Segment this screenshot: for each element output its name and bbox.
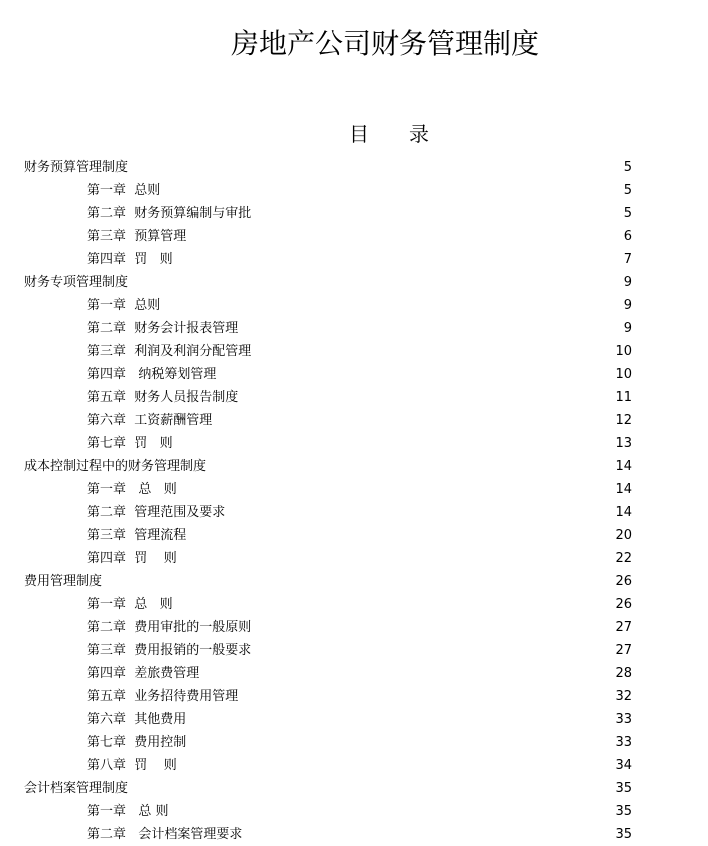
toc-section-entry[interactable]: [0, 271, 708, 294]
toc-page-number: 27: [615, 620, 632, 635]
toc-chapter-entry[interactable]: [0, 432, 708, 455]
toc-chapter-entry[interactable]: [0, 478, 708, 501]
dot-leader: [255, 202, 606, 225]
toc-chapter-entry[interactable]: [0, 800, 708, 823]
toc-chapter-entry[interactable]: [0, 662, 708, 685]
toc-page-number: 6: [623, 229, 632, 244]
toc-entry-label: 财务专项管理制度: [24, 275, 129, 290]
dot-leader: [177, 432, 606, 455]
toc-entry-label: 第七章 罚 则: [87, 436, 173, 451]
toc-entry-label: 财务预算管理制度: [24, 160, 129, 175]
toc-chapter-entry[interactable]: [0, 294, 708, 317]
toc-chapter-entry[interactable]: [0, 616, 708, 639]
toc-entry-label: 第五章 业务招待费用管理: [87, 689, 239, 704]
toc-chapter-entry[interactable]: [0, 202, 708, 225]
toc-page-number: 14: [615, 482, 632, 497]
toc-page-number: 5: [623, 206, 632, 221]
dot-leader: [242, 386, 606, 409]
toc-page-number: 20: [615, 528, 632, 543]
toc-entry-label: 第五章 财务人员报告制度: [87, 390, 239, 405]
toc-page-number: 34: [615, 758, 632, 773]
toc-entry-label: 成本控制过程中的财务管理制度: [24, 459, 207, 474]
toc-page-number: 9: [623, 275, 632, 290]
dot-leader: [229, 501, 606, 524]
dot-leader: [220, 363, 606, 386]
toc-entry-label: 第一章 总 则: [87, 597, 173, 612]
toc-entry-label: 第三章 预算管理: [87, 229, 187, 244]
toc-page-number: 5: [623, 183, 632, 198]
dot-leader: [132, 156, 606, 179]
toc-page-number: 26: [615, 574, 632, 589]
toc-section-entry[interactable]: [0, 777, 708, 800]
toc-entry-label: 第二章 会计档案管理要求: [87, 827, 243, 842]
toc-chapter-entry[interactable]: [0, 317, 708, 340]
toc-entry-label: 第一章 总则: [87, 298, 161, 313]
toc-entry-label: 第一章 总 则: [87, 482, 177, 497]
toc-page-number: 14: [615, 459, 632, 474]
dot-leader: [216, 409, 606, 432]
toc-entry-label: 第二章 财务会计报表管理: [87, 321, 239, 336]
toc-chapter-entry[interactable]: [0, 409, 708, 432]
dot-leader: [164, 179, 606, 202]
toc-page-number: 14: [615, 505, 632, 520]
dot-leader: [246, 823, 606, 846]
toc-page-number: 13: [615, 436, 632, 451]
toc-heading-char-1: 目: [349, 122, 369, 146]
toc-entry-label: 第一章 总则: [87, 183, 161, 198]
toc-page-number: 5: [623, 160, 632, 175]
toc-entry-label: 第三章 利润及利润分配管理: [87, 344, 252, 359]
dot-leader: [255, 639, 606, 662]
toc-chapter-entry[interactable]: [0, 248, 708, 271]
toc-entry-label: 第四章 纳税筹划管理: [87, 367, 217, 382]
toc-entry-label: 第六章 工资薪酬管理: [87, 413, 213, 428]
toc-page-number: 9: [623, 321, 632, 336]
toc-page-number: 7: [623, 252, 632, 267]
dot-leader: [242, 317, 606, 340]
dot-leader: [177, 248, 606, 271]
toc-chapter-entry[interactable]: [0, 501, 708, 524]
dot-leader: [190, 524, 606, 547]
toc-chapter-entry[interactable]: [0, 754, 708, 777]
dot-leader: [106, 570, 606, 593]
toc-page-number: 35: [615, 781, 632, 796]
toc-entry-label: 第四章 罚 则: [87, 252, 173, 267]
toc-chapter-entry[interactable]: [0, 593, 708, 616]
dot-leader: [190, 731, 606, 754]
toc-entry-label: 第四章 罚 则: [87, 551, 177, 566]
dot-leader: [203, 662, 606, 685]
toc-chapter-entry[interactable]: [0, 225, 708, 248]
toc-page-number: 10: [615, 367, 632, 382]
toc-entry-label: 第六章 其他费用: [87, 712, 187, 727]
toc-entry-label: 第一章 总 则: [87, 804, 169, 819]
toc-page-number: 28: [615, 666, 632, 681]
toc-heading: [0, 120, 708, 148]
dot-leader: [181, 754, 606, 777]
toc-page-number: 33: [615, 735, 632, 750]
toc-entry-label: 第二章 财务预算编制与审批: [87, 206, 252, 221]
dot-leader: [132, 777, 606, 800]
dot-leader: [164, 294, 606, 317]
toc-chapter-entry[interactable]: [0, 685, 708, 708]
toc-page-number: 27: [615, 643, 632, 658]
toc-page-number: 32: [615, 689, 632, 704]
toc-entry-label: 第二章 管理范围及要求: [87, 505, 226, 520]
toc-page-number: 26: [615, 597, 632, 612]
dot-leader: [173, 800, 606, 823]
toc-page-number: 11: [615, 390, 632, 405]
toc-entry-label: 第四章 差旅费管理: [87, 666, 200, 681]
dot-leader: [255, 616, 606, 639]
dot-leader: [132, 271, 606, 294]
toc-chapter-entry[interactable]: [0, 639, 708, 662]
toc-section-entry[interactable]: [0, 570, 708, 593]
toc-page-number: 9: [623, 298, 632, 313]
toc-entry-label: 费用管理制度: [24, 574, 103, 589]
toc-page-number: 33: [615, 712, 632, 727]
toc-heading-char-2: 录: [409, 122, 429, 146]
toc-page-number: 12: [615, 413, 632, 428]
document-title: 房地产公司财务管理制度: [230, 27, 539, 60]
dot-leader: [190, 708, 606, 731]
dot-leader: [255, 340, 606, 363]
toc-page-number: 22: [615, 551, 632, 566]
toc-chapter-entry[interactable]: [0, 731, 708, 754]
toc-entry-label: 会计档案管理制度: [24, 781, 129, 796]
toc-chapter-entry[interactable]: [0, 179, 708, 202]
toc-entry-label: 第八章 罚 则: [87, 758, 177, 773]
toc-page-number: 10: [615, 344, 632, 359]
toc-chapter-entry[interactable]: [0, 340, 708, 363]
toc-chapter-entry[interactable]: [0, 708, 708, 731]
dot-leader: [181, 478, 606, 501]
toc-chapter-entry[interactable]: [0, 823, 708, 846]
dot-leader: [181, 547, 606, 570]
toc-section-entry[interactable]: [0, 156, 708, 179]
dot-leader: [242, 685, 606, 708]
dot-leader: [177, 593, 606, 616]
toc-chapter-entry[interactable]: [0, 363, 708, 386]
toc-chapter-entry[interactable]: [0, 524, 708, 547]
toc-entry-label: 第七章 费用控制: [87, 735, 187, 750]
dot-leader: [210, 455, 606, 478]
table-of-contents: [0, 156, 708, 846]
toc-chapter-entry[interactable]: [0, 547, 708, 570]
toc-section-entry[interactable]: [0, 455, 708, 478]
toc-entry-label: 第二章 费用审批的一般原则: [87, 620, 252, 635]
toc-entry-label: 第三章 费用报销的一般要求: [87, 643, 252, 658]
toc-chapter-entry[interactable]: [0, 386, 708, 409]
dot-leader: [190, 225, 606, 248]
toc-page-number: 35: [615, 827, 632, 842]
toc-page-number: 35: [615, 804, 632, 819]
toc-entry-label: 第三章 管理流程: [87, 528, 187, 543]
